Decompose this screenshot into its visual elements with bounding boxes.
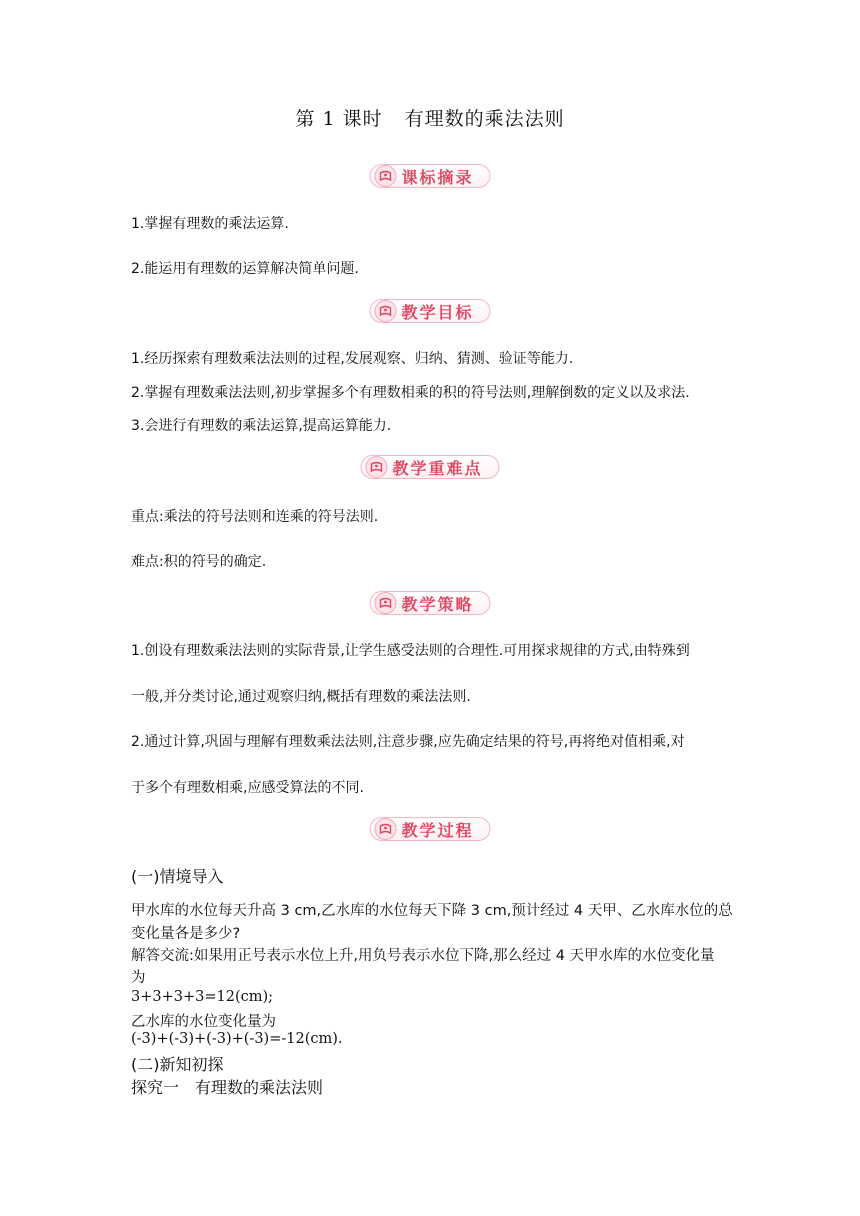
answer-line-3: 乙水库的水位变化量为 bbox=[131, 1014, 276, 1030]
goal-item-3: 3.会进行有理数的乘法运算,提高运算能力. bbox=[131, 418, 392, 434]
book-icon bbox=[374, 818, 396, 840]
section-badge-keypoints bbox=[360, 455, 499, 479]
section-title: 课标摘录 bbox=[401, 167, 474, 187]
book-icon bbox=[374, 592, 396, 614]
book-icon bbox=[365, 456, 387, 478]
section-title: 教学重难点 bbox=[392, 458, 483, 478]
equation-1: 3+3+3+3=12(cm); bbox=[131, 989, 274, 1005]
curriculum-item-1: 1.掌握有理数的乘法运算. bbox=[131, 216, 289, 232]
book-icon bbox=[374, 300, 396, 322]
key-item-2: 难点:积的符号的确定. bbox=[131, 554, 267, 570]
strategy-line-2: 一般,并分类讨论,通过观察归纳,概括有理数的乘法法则. bbox=[131, 689, 471, 705]
goal-item-1: 1.经历探索有理数乘法法则的过程,发展观察、归纳、猜测、验证等能力. bbox=[131, 351, 574, 367]
new-knowledge-heading: (二)新知初探 bbox=[131, 1055, 224, 1074]
section-title: 教学策略 bbox=[401, 594, 474, 614]
equation-2: (-3)+(-3)+(-3)+(-3)=-12(cm). bbox=[131, 1031, 343, 1047]
section-badge-curriculum bbox=[369, 164, 490, 188]
page-title bbox=[0, 104, 860, 131]
section-badge-process bbox=[369, 817, 490, 841]
answer-line-1: 解答交流:如果用正号表示水位上升,用负号表示水位下降,那么经过 4 天甲水库的水位变化量 bbox=[131, 948, 715, 964]
key-item-1: 重点:乘法的符号法则和连乘的符号法则. bbox=[131, 509, 379, 525]
curriculum-item-2: 2.能运用有理数的运算解决简单问题. bbox=[131, 261, 359, 277]
lesson-number: 第 1 课时 bbox=[295, 108, 383, 130]
intro-heading: (一)情境导入 bbox=[131, 867, 224, 886]
lesson-topic: 有理数的乘法法则 bbox=[404, 108, 565, 130]
goal-item-2: 2.掌握有理数乘法法则,初步掌握多个有理数相乘的积的符号法则,理解倒数的定义以及求法. bbox=[131, 385, 690, 401]
section-title: 教学过程 bbox=[401, 820, 474, 840]
explore-heading: 探究一 有理数的乘法法则 bbox=[131, 1078, 324, 1097]
section-badge-strategy bbox=[369, 591, 490, 615]
section-badge-goals bbox=[369, 299, 490, 323]
section-title: 教学目标 bbox=[401, 302, 474, 322]
problem-line-1: 甲水库的水位每天升高 3 cm,乙水库的水位每天下降 3 cm,预计经过 4 天甲、乙水库水位的总 bbox=[131, 903, 733, 919]
strategy-line-3: 2.通过计算,巩固与理解有理数乘法法则,注意步骤,应先确定结果的符号,再将绝对值相乘,对 bbox=[131, 734, 685, 750]
strategy-line-4: 于多个有理数相乘,应感受算法的不同. bbox=[131, 780, 364, 796]
strategy-line-1: 1.创设有理数乘法法则的实际背景,让学生感受法则的合理性.可用探求规律的方式,由特殊到 bbox=[131, 643, 690, 659]
book-icon bbox=[374, 165, 396, 187]
answer-line-2: 为 bbox=[131, 970, 146, 986]
problem-line-2: 变化量各是多少? bbox=[131, 926, 241, 942]
